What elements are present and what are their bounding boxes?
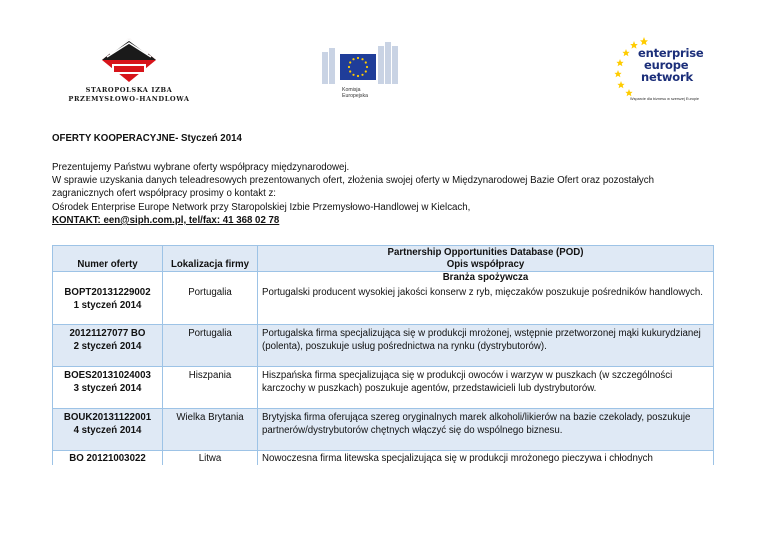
database-title: Partnership Opportunities Database (POD) bbox=[258, 246, 714, 259]
table-header-row bbox=[53, 259, 714, 272]
european-commission-emblem-icon bbox=[320, 40, 404, 86]
table-row bbox=[53, 409, 714, 451]
document-heading: OFERTY KOOPERACYJNE- Styczeń 2014 bbox=[52, 133, 242, 144]
offers-table bbox=[52, 245, 714, 465]
offer-number: BOPT20131229002 bbox=[64, 286, 151, 298]
offer-description: Hiszpańska firma specjalizująca się w produkcji owoców i warzyw w puszkach (w szczególności karczochy w puszkach) poszukuje agentów, przedstawicieli lub dystrybutorów. bbox=[258, 367, 714, 409]
intro-line: Ośrodek Enterprise Europe Network przy Staropolskiej Izbie Przemysłowo-Handlowej w Kielcach, bbox=[52, 201, 471, 213]
offer-location: Litwa bbox=[163, 451, 258, 466]
offer-description: Nowoczesna firma litewska specjalizująca się w produkcji mrożonego pieczywa i chłodnych bbox=[258, 451, 714, 466]
offer-description: Portugalski producent wysokiej jakości konserw z ryb, mięczaków poszukuje pośredników handlowych. bbox=[258, 284, 714, 325]
chamber-emblem-icon bbox=[98, 36, 160, 82]
chamber-name-line2: PRZEMYSŁOWO-HANDLOWA bbox=[68, 95, 190, 103]
een-word-network: network bbox=[641, 70, 693, 84]
table-row bbox=[53, 367, 714, 409]
offer-date: 4 styczeń 2014 bbox=[73, 425, 142, 436]
intro-line: zagranicznych ofert współpracy prosimy o kontakt z: bbox=[52, 188, 276, 200]
offer-number-cell bbox=[53, 409, 163, 451]
offer-location: Portugalia bbox=[163, 284, 258, 325]
chamber-logo bbox=[66, 36, 192, 106]
sector-row bbox=[53, 272, 714, 284]
commission-caption: Komisja Europejska bbox=[342, 87, 368, 99]
offer-date: 2 styczeń 2014 bbox=[73, 341, 142, 352]
offer-location: Hiszpania bbox=[163, 367, 258, 409]
offer-date: 1 styczeń 2014 bbox=[73, 299, 142, 311]
table-row bbox=[53, 451, 714, 466]
intro-line: W sprawie uzyskania danych teleadresowych prezentowanych ofert, złożenia swojej oferty w Międzynarodowej Bazie Ofert oraz pozostałych bbox=[52, 175, 654, 187]
contact-line: KONTAKT: een@siph.com.pl, tel/fax: 41 368 02 78 bbox=[52, 214, 280, 226]
offer-number: 20121127077 BO bbox=[69, 328, 146, 339]
table-row bbox=[53, 284, 714, 325]
offer-location: Wielka Brytania bbox=[163, 409, 258, 451]
european-commission-logo bbox=[320, 40, 404, 100]
header-number: Numer oferty bbox=[53, 259, 163, 272]
een-word-europe: europe bbox=[644, 58, 689, 72]
offer-description: Portugalska firma specjalizująca się w produkcji mrożonej, wstępnie przetworzonej mąki kukurydzianej (polenta), poszukuje usług pośrednictwa na rynku (dystrybutorów). bbox=[258, 325, 714, 367]
offer-number-cell bbox=[53, 451, 163, 466]
table-row bbox=[53, 325, 714, 367]
header-description: Opis współpracy bbox=[258, 259, 714, 272]
offer-number: BOES20131024003 bbox=[64, 370, 151, 381]
offer-date: 3 styczeń 2014 bbox=[73, 383, 142, 394]
offer-location: Portugalia bbox=[163, 325, 258, 367]
offer-number-cell bbox=[53, 284, 163, 325]
een-word-enterprise: enterprise bbox=[638, 46, 704, 60]
table-header-row bbox=[53, 246, 714, 259]
header-location: Lokalizacja firmy bbox=[163, 259, 258, 272]
offer-number: BO 20121003022 bbox=[69, 453, 146, 464]
offer-number-cell bbox=[53, 367, 163, 409]
chamber-name-line1: STAROPOLSKA IZBA bbox=[85, 86, 173, 94]
intro-text bbox=[52, 161, 732, 227]
offer-number: BOUK20131122001 bbox=[63, 412, 152, 423]
offer-description: Brytyjska firma oferująca szereg oryginalnych marek alkoholi/likierów na bazie czekolady, poszukuje partnerów/dystrybutorów chętnych włączyć się do wspólnego biznesu. bbox=[258, 409, 714, 451]
offer-number-cell bbox=[53, 325, 163, 367]
sector-label: Branża spożywcza bbox=[258, 272, 714, 284]
een-tagline: Wsparcie dla biznesu w szerszej Europie bbox=[630, 97, 700, 101]
intro-line: Prezentujemy Państwu wybrane oferty współpracy międzynarodowej. bbox=[52, 162, 350, 173]
enterprise-europe-network-logo bbox=[614, 36, 714, 108]
